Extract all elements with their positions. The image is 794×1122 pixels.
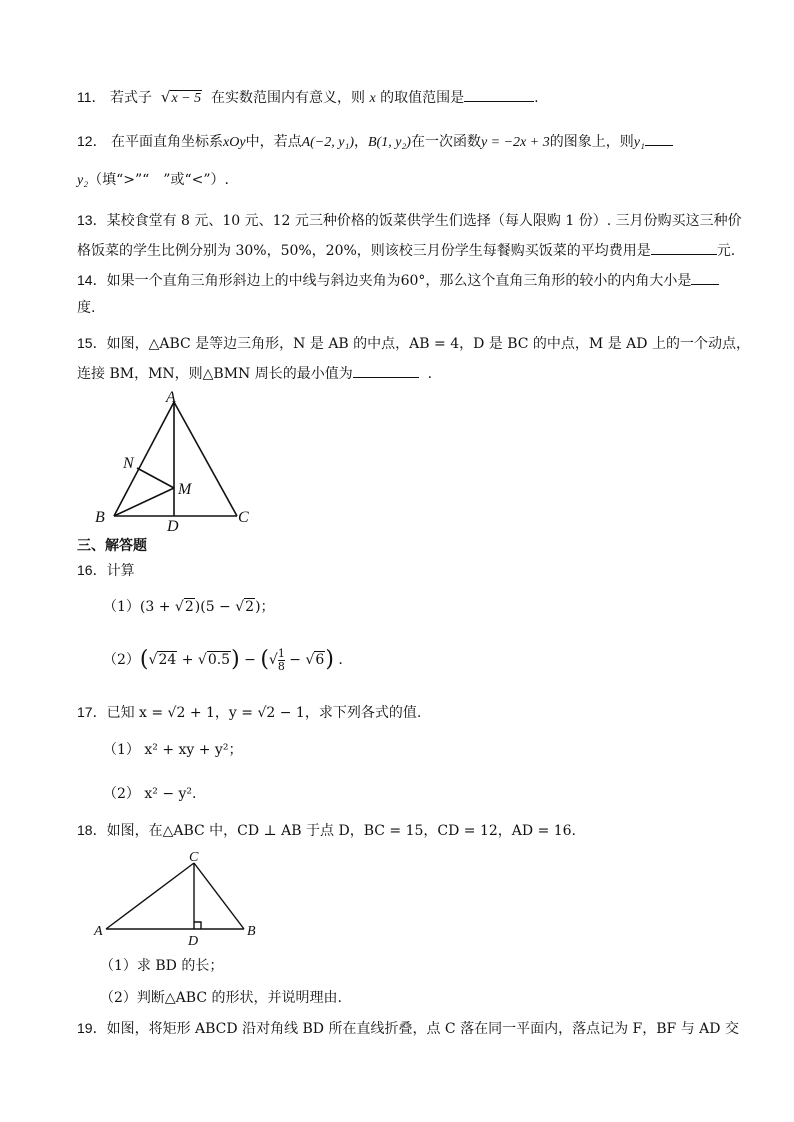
question-number: 14． bbox=[77, 272, 107, 288]
question-18 bbox=[77, 820, 576, 841]
q15-line2: 连接 BM，MN，则△BMN 周长的最小值为 bbox=[77, 366, 353, 382]
answer-blank[interactable] bbox=[645, 131, 673, 146]
q16-expr-b: )(5 − bbox=[194, 599, 236, 615]
question-number: 16． bbox=[77, 562, 107, 578]
q12-text-c: ， bbox=[353, 134, 368, 150]
question-number: 13． bbox=[77, 212, 107, 228]
label-B: B bbox=[247, 924, 256, 939]
q16-radical-2: 2 bbox=[245, 599, 255, 615]
question-number: 11． bbox=[77, 89, 106, 105]
question-15-line2 bbox=[77, 363, 432, 384]
q12-hint: （填“>”“ ”或“<”）. bbox=[88, 172, 229, 188]
question-number: 17． bbox=[77, 704, 107, 720]
question-number: 12． bbox=[77, 133, 107, 149]
answer-blank[interactable] bbox=[651, 240, 717, 255]
part-label: （1） bbox=[103, 599, 140, 615]
label-B: B bbox=[95, 509, 105, 526]
q12-text-b: 中，若点 bbox=[245, 134, 302, 150]
question-11: 11． 若式子 √x − 5 在实数范围内有意义，则 x 的取值范围是 . bbox=[77, 88, 539, 106]
label-C: C bbox=[238, 509, 249, 526]
q17-part1: （1） x² + xy + y²； bbox=[103, 742, 243, 758]
q16-radical-24: 24 bbox=[158, 652, 177, 668]
q18-part1: （1）求 BD 的长； bbox=[100, 958, 224, 974]
section-heading: 三、解答题 bbox=[77, 538, 147, 554]
q12-y1: y₁ bbox=[633, 135, 645, 150]
fraction-1-8 bbox=[278, 648, 285, 673]
q12-y2: y₂ bbox=[77, 173, 89, 188]
q18-line1: 如图，在△ABC 中，CD ⊥ AB 于点 D，BC = 15，CD = 12，AD = 16. bbox=[106, 823, 577, 839]
label-A: A bbox=[166, 389, 176, 406]
question-16-part1: （1）(3 + √2)(5 − √2)； bbox=[103, 599, 275, 615]
q12-point-a: A(−2, y₁) bbox=[301, 135, 354, 150]
segment-AC bbox=[106, 863, 194, 929]
label-C: C bbox=[189, 850, 199, 865]
part-label: （2） bbox=[103, 652, 140, 668]
q15-end: . bbox=[427, 366, 433, 382]
question-15 bbox=[77, 333, 750, 354]
answer-blank[interactable] bbox=[691, 270, 719, 285]
figure-equilateral-triangle bbox=[92, 388, 262, 533]
question-12-line2 bbox=[77, 170, 229, 191]
question-17-part1 bbox=[103, 740, 242, 760]
q11-prefix: 若式子 bbox=[110, 90, 152, 106]
q11-tail: 的取值范围是 bbox=[380, 90, 465, 106]
answer-blank[interactable] bbox=[464, 87, 534, 102]
segment-BM bbox=[114, 488, 174, 516]
question-18-part1 bbox=[100, 956, 223, 976]
q12-point-b: B(1, y₂) bbox=[367, 135, 411, 150]
question-12 bbox=[77, 131, 673, 153]
q11-radical: x − 5 bbox=[171, 91, 202, 106]
label-A: A bbox=[94, 924, 103, 939]
q16-radical: 2 bbox=[184, 599, 194, 615]
question-number: 18． bbox=[77, 822, 107, 838]
segment-BC bbox=[194, 863, 244, 929]
question-13-line2 bbox=[77, 240, 735, 261]
segment-MN bbox=[137, 468, 174, 488]
q16-radical-6: 6 bbox=[315, 652, 325, 668]
q11-text: 在实数范围内有意义，则 bbox=[211, 90, 366, 106]
q12-text-e: 的图象上，则 bbox=[549, 134, 634, 150]
question-19 bbox=[77, 1018, 739, 1039]
q17-part2: （2） x² − y². bbox=[103, 786, 197, 802]
q17-line1: 已知 x = √2 + 1，y = √2 − 1，求下列各式的值. bbox=[106, 705, 422, 721]
q13-end: 元. bbox=[716, 243, 736, 259]
question-17 bbox=[77, 702, 421, 723]
question-16 bbox=[77, 560, 135, 581]
q14-line1: 如果一个直角三角形斜边上的中线与斜边夹角为60°，那么这个直角三角形的较小的内角大小是 bbox=[106, 273, 692, 289]
q16-title: 计算 bbox=[106, 563, 135, 579]
q11-var: x bbox=[369, 91, 376, 106]
figure-right-angle-triangle bbox=[92, 846, 267, 946]
segment-AC bbox=[174, 402, 237, 516]
right-angle-mark bbox=[194, 922, 201, 929]
question-number: 15． bbox=[77, 335, 107, 351]
q12-system: xOy bbox=[223, 135, 246, 150]
q13-line2: 格饭菜的学生比例分别为 30%，50%，20%，则该校三月份学生每餐购买饭菜的平均费用是 bbox=[77, 243, 651, 259]
frac-den: 8 bbox=[277, 659, 285, 673]
label-N: N bbox=[123, 455, 134, 472]
question-17-part2 bbox=[103, 784, 196, 804]
question-14 bbox=[77, 270, 719, 291]
frac-num: 1 bbox=[277, 646, 285, 660]
q12-text-a: 在平面直角坐标系 bbox=[111, 134, 224, 150]
label-M: M bbox=[178, 481, 192, 498]
label-D: D bbox=[188, 934, 199, 946]
question-16-part2: （2）(√24 + √0.5) − (√ $\frac{1}{8}$ − √6) . bbox=[103, 646, 343, 673]
question-14-line2 bbox=[77, 298, 95, 318]
q18-part2: （2）判断△ABC 的形状，并说明理由. bbox=[100, 990, 342, 1006]
q12-text-d: 在一次函数 bbox=[410, 134, 481, 150]
q15-line1: 如图，△ABC 是等边三角形，N 是 AB 的中点，AB = 4，D 是 BC 的中点，M 是 AD 上的一个动点， bbox=[106, 336, 750, 352]
question-number: 19． bbox=[77, 1020, 107, 1036]
question-13 bbox=[77, 210, 742, 231]
q11-end: . bbox=[534, 90, 539, 106]
q16-expr-a: (3 + bbox=[139, 599, 175, 615]
q16-expr-c: )； bbox=[255, 599, 275, 615]
label-D: D bbox=[167, 518, 179, 533]
answer-blank[interactable] bbox=[353, 363, 419, 378]
q19-line1: 如图，将矩形 ABCD 沿对角线 BD 所在直线折叠，点 C 落在同一平面内，落点记为 F，BF 与 AD 交 bbox=[106, 1021, 739, 1037]
q14-line2: 度. bbox=[77, 300, 96, 316]
q12-function: y = −2x + 3 bbox=[480, 135, 550, 150]
q16-radical-05: 0.5 bbox=[207, 652, 231, 668]
q13-line1: 某校食堂有 8 元、10 元、12 元三种价格的饭菜供学生们选择（每人限购 1 份）. 三月份购买这三种价 bbox=[106, 213, 742, 229]
question-18-part2 bbox=[100, 988, 342, 1008]
